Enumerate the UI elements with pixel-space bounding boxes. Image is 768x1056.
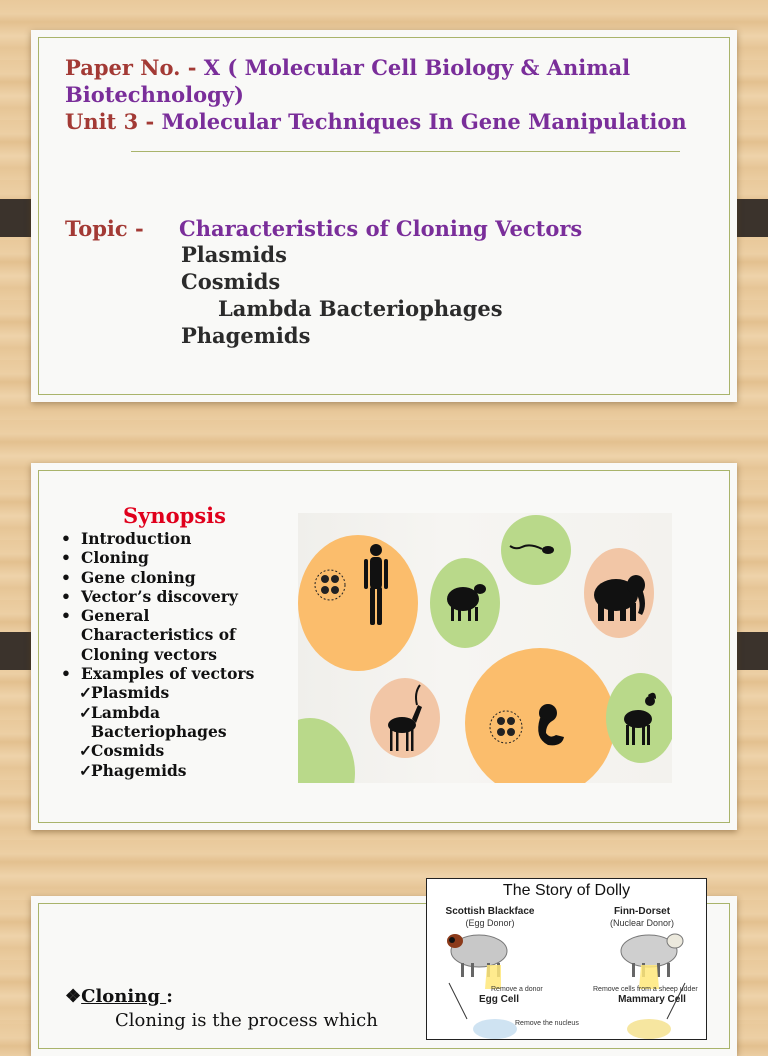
list-item: • General (61, 606, 150, 626)
checkmark-icon: ✓ (79, 760, 92, 780)
bullet-icon: • (61, 586, 71, 606)
dolly-figure (426, 878, 707, 1040)
bullet-icon: • (61, 567, 71, 587)
checkmark-icon: ✓ (79, 702, 92, 722)
sub-list-item: ✓ Lambda (79, 702, 161, 722)
unit-prefix: Unit 3 - (65, 109, 162, 134)
nuclear-donor-label: Finn-Dorset (613, 906, 671, 917)
topic-item: Lambda Bacteriophages (218, 296, 503, 321)
title-slide[interactable] (31, 30, 737, 402)
cloning-heading: ❖Cloning : (65, 986, 173, 1007)
remove-cells-note: Remove cells from a sheep udder (593, 986, 698, 993)
list-item: • Examples of vectors (61, 664, 255, 684)
list-item-continued: Characteristics of (81, 625, 236, 645)
egg-donor-label: Scottish Blackface (445, 906, 535, 917)
sub-list-item: ✓ Cosmids (79, 741, 165, 761)
checkmark-icon: ✓ (79, 683, 92, 703)
bullet-icon: • (61, 606, 71, 626)
list-item-continued: Cloning vectors (81, 644, 217, 664)
sub-list-item-continued: Bacteriophages (91, 721, 227, 741)
paper-prefix: Paper No. - (65, 55, 204, 80)
list-item: • Introduction (61, 529, 192, 548)
topic-item: Plasmids (181, 242, 287, 267)
list-item: • Cloning (61, 548, 149, 568)
cloning-definition: Cloning is the process which (115, 1010, 378, 1031)
list-item: • Gene cloning (61, 567, 196, 587)
slide-title (65, 54, 705, 135)
sub-list-item: ✓ Phagemids (79, 760, 187, 780)
synopsis-heading: Synopsis (123, 503, 226, 528)
topic-heading-row (179, 216, 582, 241)
unit-title: Molecular Techniques In Gene Manipulation (161, 109, 687, 134)
bullet-icon: • (61, 548, 71, 568)
cloning-illustration (298, 513, 672, 783)
paper-title: X ( Molecular Cell Biology & Animal Biotechnology) (65, 55, 631, 107)
topic-item: Phagemids (181, 323, 311, 348)
sub-list-item: ✓ Plasmids (79, 683, 170, 703)
list-item: • Vector’s discovery (61, 586, 238, 606)
dolly-title: The Story of Dolly (502, 882, 631, 899)
title-divider (131, 151, 680, 152)
diamond-bullet-icon: ❖ (65, 986, 82, 1007)
synopsis-list (61, 529, 254, 780)
checkmark-icon: ✓ (79, 741, 92, 761)
bullet-icon: • (61, 664, 71, 684)
nuclear-donor-sublabel: (Nuclear Donor) (609, 918, 675, 928)
dolly-sheep-art (427, 879, 706, 1039)
remove-donor-note: Remove a donor (491, 986, 543, 993)
topic-label: Topic - (65, 216, 144, 241)
bullet-icon: • (61, 529, 71, 548)
remove-nucleus-note: Remove the nucleus (515, 1020, 579, 1027)
mammary-cell-label: Mammary Cell (618, 994, 686, 1005)
egg-donor-sublabel: (Egg Donor) (465, 918, 515, 928)
topic-item: Cosmids (181, 269, 281, 294)
egg-cell-label: Egg Cell (478, 994, 519, 1005)
topic-row (65, 216, 144, 241)
synopsis-slide[interactable] (31, 463, 737, 830)
topic-heading: Characteristics of Cloning Vectors (179, 216, 583, 241)
